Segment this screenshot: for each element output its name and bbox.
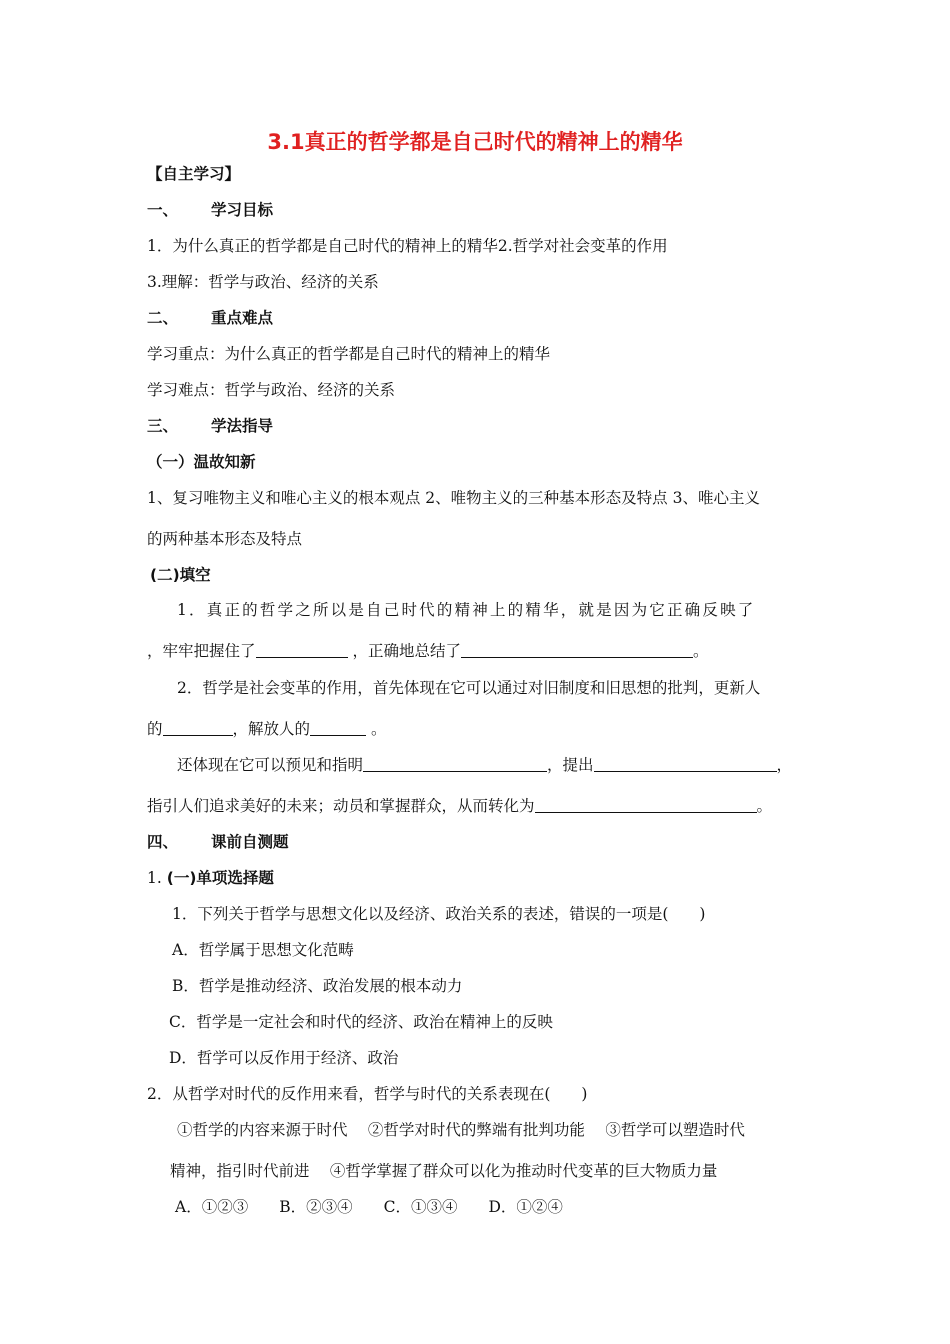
blank-field[interactable] (461, 641, 693, 658)
q2-choices: A．①②③ B．②③④ C．①③④ D．①②④ (175, 1198, 563, 1216)
blank-field[interactable] (256, 641, 348, 658)
self-study-heading: 【自主学习】 (147, 165, 241, 183)
blank-field[interactable] (594, 755, 777, 772)
mc-heading-number: 1. (147, 869, 162, 887)
mc-heading (147, 868, 274, 888)
section-3-label: 学法指导 (211, 417, 274, 435)
blank-field[interactable] (535, 796, 757, 813)
fill-q2-text-5: ，提出 (547, 756, 594, 774)
fill-q2-text-8: 。 (756, 797, 773, 815)
fill-q2-line-3 (177, 755, 792, 775)
fill-q2-line-4 (147, 796, 772, 816)
blank-field[interactable] (163, 719, 233, 736)
q1-option-a: A．哲学属于思想文化范畴 (172, 941, 354, 959)
review-line-2: 的两种基本形态及特点 (147, 530, 303, 548)
fill-q2-line-1: 2．哲学是社会变革的作用，首先体现在它可以通过对旧制度和旧思想的批判，更新人 (177, 679, 761, 697)
goal-line-1: 1．为什么真正的哲学都是自己时代的精神上的精华2.哲学对社会变革的作用 (147, 237, 668, 255)
q2-options-line-2: 精神，指引时代前进 ④哲学掌握了群众可以化为推动时代变革的巨大物质力量 (170, 1162, 718, 1180)
section-1-label: 学习目标 (211, 201, 274, 219)
section-2-label: 重点难点 (211, 309, 274, 327)
difficulty-point: 学习难点：哲学与政治、经济的关系 (147, 381, 396, 399)
q2-options-line-1: ①哲学的内容来源于时代 ②哲学对时代的弊端有批判功能 ③哲学可以塑造时代 (177, 1121, 745, 1139)
section-4-label: 课前自测题 (211, 833, 289, 851)
q1-stem: 1．下列关于哲学与思想文化以及经济、政治关系的表述，错误的一项是( ) (172, 905, 706, 923)
blank-field[interactable] (310, 719, 366, 736)
blank-field[interactable] (363, 755, 547, 772)
fill-q1-line-1: 1．真正的哲学之所以是自己时代的精神上的精华，就是因为它正确反映了 (177, 601, 756, 619)
fill-q2-text-4: 还体现在它可以预见和指明 (177, 756, 364, 774)
section-1-heading (147, 200, 273, 220)
fill-q2-text-3: 。 (370, 720, 387, 738)
section-4-heading (147, 832, 289, 852)
mc-heading-label: (一)单项选择题 (166, 869, 274, 887)
goal-line-2: 3.理解：哲学与政治、经济的关系 (147, 273, 379, 291)
fill-q1-line-2 (147, 641, 708, 661)
fill-heading: (二)填空 (150, 566, 211, 584)
review-line-1: 1、复习唯物主义和唯心主义的根本观点 2、唯物主义的三种基本形态及特点 3、唯心主义 (147, 489, 760, 507)
fill-q2-text-7: 指引人们追求美好的未来；动员和掌握群众，从而转化为 (147, 797, 535, 815)
key-point: 学习重点：为什么真正的哲学都是自己时代的精神上的精华 (147, 345, 551, 363)
q2-stem: 2．从哲学对时代的反作用来看，哲学与时代的关系表现在( ) (147, 1085, 588, 1103)
q1-option-b: B．哲学是推动经济、政治发展的根本动力 (172, 977, 463, 995)
fill-q2-text-1: 的 (147, 720, 163, 738)
section-2-heading (147, 308, 273, 328)
section-2-number: 二、 (147, 309, 179, 327)
q1-option-d: D．哲学可以反作用于经济、政治 (169, 1049, 399, 1067)
section-3-heading (147, 416, 273, 436)
fill-q2-line-2 (147, 719, 386, 739)
fill-q1-text-3: 。 (692, 642, 709, 660)
section-1-number: 一、 (147, 201, 179, 219)
fill-q1-text-2: ，正确地总结了 (352, 642, 461, 660)
fill-q2-text-2: ，解放人的 (232, 720, 311, 738)
q1-option-c: C．哲学是一定社会和时代的经济、政治在精神上的反映 (169, 1013, 553, 1031)
page-title: 3.1真正的哲学都是自己时代的精神上的精华 (267, 130, 683, 154)
section-4-number: 四、 (147, 833, 179, 851)
review-heading: （一）温故知新 (147, 453, 256, 471)
fill-q1-text-1: ，牢牢把握住了 (147, 642, 256, 660)
section-3-number: 三、 (147, 417, 179, 435)
fill-q2-text-6: ， (776, 756, 793, 774)
